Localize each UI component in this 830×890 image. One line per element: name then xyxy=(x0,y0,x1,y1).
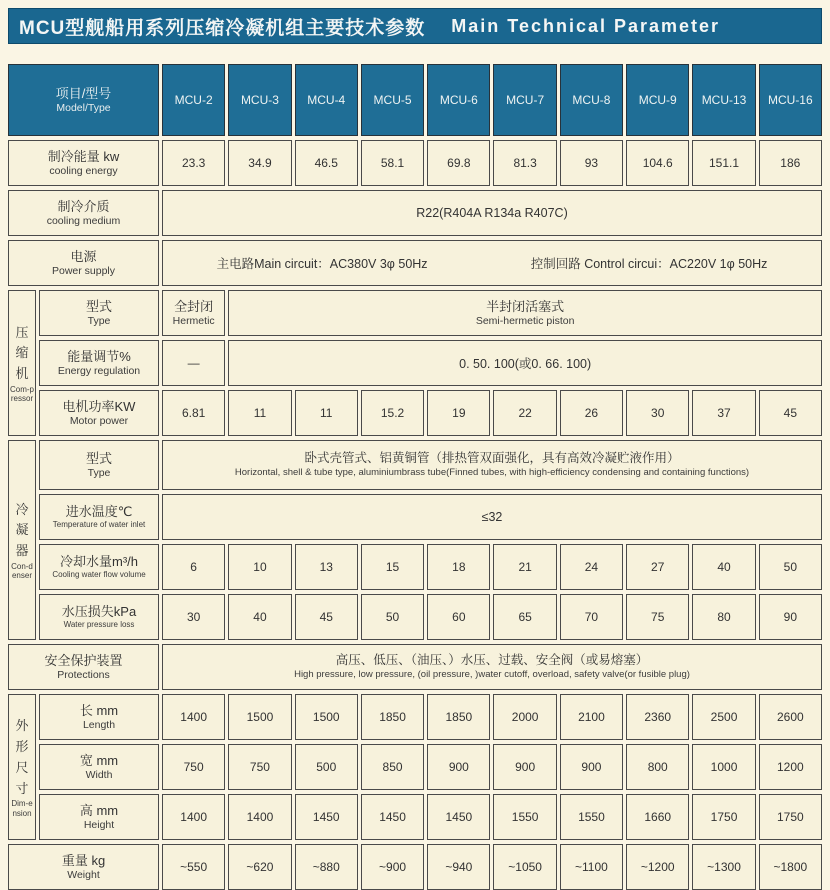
condenser-section-zh: 冷凝器 xyxy=(15,501,29,559)
row-protections xyxy=(8,644,822,690)
weight-value: ~550 xyxy=(162,844,225,890)
hermetic-en: Hermetic xyxy=(172,314,215,327)
dimension-section-cell xyxy=(8,694,36,840)
width-label-en: Width xyxy=(85,768,113,781)
length-label xyxy=(39,694,159,740)
weight-value: ~1300 xyxy=(692,844,755,890)
cooling-medium-label xyxy=(8,190,159,236)
row-water-inlet-temp xyxy=(39,494,822,540)
row-power-supply xyxy=(8,240,822,286)
motor-power-value: 6.81 xyxy=(162,390,225,436)
section-compressor xyxy=(8,290,822,436)
row-cooling-energy xyxy=(8,140,822,186)
compressor-type-values xyxy=(162,290,822,336)
water-pressure-loss-value: 50 xyxy=(361,594,424,640)
cooling-energy-value: 69.8 xyxy=(427,140,490,186)
cooling-water-flow-value: 50 xyxy=(759,544,822,590)
compressor-section-en: Com-pressor xyxy=(10,385,35,404)
weight-values xyxy=(162,844,822,890)
height-value: 1750 xyxy=(692,794,755,840)
dimension-section-en: Dim-ension xyxy=(11,799,33,818)
height-label xyxy=(39,794,159,840)
cooling-energy-label-zh: 制冷能量 kw xyxy=(47,148,120,164)
compressor-type-label-zh: 型式 xyxy=(85,298,112,314)
compressor-section-cell xyxy=(8,290,36,436)
length-value: 2600 xyxy=(759,694,822,740)
condenser-type-zh: 卧式壳管式、铝黄铜管（排热管双面强化，具有高效冷凝贮液作用） xyxy=(304,451,680,466)
condenser-type-label-zh: 型式 xyxy=(85,450,112,466)
section-dimension xyxy=(8,694,822,840)
motor-power-value: 11 xyxy=(295,390,358,436)
model-header-cell: MCU-6 xyxy=(427,64,490,136)
energy-regulation-label-zh: 能量调节% xyxy=(67,348,131,364)
water-pressure-loss-value: 40 xyxy=(228,594,291,640)
table-header-row xyxy=(8,64,822,136)
protections-label-en: Protections xyxy=(57,668,110,681)
weight-value: ~1050 xyxy=(493,844,556,890)
condenser-section-cell xyxy=(8,440,36,640)
row-water-pressure-loss xyxy=(39,594,822,640)
length-value: 1850 xyxy=(427,694,490,740)
power-supply-label-zh: 电源 xyxy=(70,248,97,264)
cooling-water-flow-value: 6 xyxy=(162,544,225,590)
semi-hermetic-en: Semi-hermetic piston xyxy=(475,314,575,327)
width-value: 900 xyxy=(427,744,490,790)
page-title-en: Main Technical Parameter xyxy=(451,15,721,36)
model-header-cell: MCU-8 xyxy=(560,64,623,136)
header-label-en: Model/Type xyxy=(56,101,111,114)
length-value: 1500 xyxy=(228,694,291,740)
motor-power-value: 11 xyxy=(228,390,291,436)
height-value: 1550 xyxy=(493,794,556,840)
cooling-water-flow-values xyxy=(162,544,822,590)
cooling-water-flow-value: 40 xyxy=(692,544,755,590)
energy-regulation-label-en: Energy regulation xyxy=(57,364,141,377)
power-supply-value xyxy=(162,240,822,286)
width-value: 500 xyxy=(295,744,358,790)
width-value: 850 xyxy=(361,744,424,790)
condenser-type-values xyxy=(162,440,822,490)
dimension-section-zh: 外形尺寸 xyxy=(15,718,29,796)
cooling-energy-value: 46.5 xyxy=(295,140,358,186)
protections-en: High pressure, low pressure, (oil pressure, )water cutoff, overload, safety valve(or fusible plug) xyxy=(294,669,690,681)
cooling-energy-value: 93 xyxy=(560,140,623,186)
water-pressure-loss-value: 75 xyxy=(626,594,689,640)
weight-value: ~620 xyxy=(228,844,291,890)
condenser-section-en: Con-denser xyxy=(11,562,33,581)
dimension-rows xyxy=(39,694,822,840)
model-header-cell: MCU-3 xyxy=(228,64,291,136)
cooling-water-flow-value: 21 xyxy=(493,544,556,590)
row-weight xyxy=(8,844,822,890)
water-pressure-loss-value: 30 xyxy=(162,594,225,640)
length-value: 2100 xyxy=(560,694,623,740)
compressor-type-hermetic xyxy=(162,290,225,336)
compressor-type-label xyxy=(39,290,159,336)
protections-values xyxy=(162,644,822,690)
protections-value xyxy=(162,644,822,690)
water-pressure-loss-value: 60 xyxy=(427,594,490,640)
weight-value: ~1800 xyxy=(759,844,822,890)
motor-power-label-en: Motor power xyxy=(69,414,129,427)
weight-value: ~940 xyxy=(427,844,490,890)
cooling-water-flow-value: 13 xyxy=(295,544,358,590)
cooling-water-flow-value: 15 xyxy=(361,544,424,590)
width-values xyxy=(162,744,822,790)
cooling-water-flow-value: 27 xyxy=(626,544,689,590)
height-value: 1400 xyxy=(162,794,225,840)
row-length xyxy=(39,694,822,740)
height-value: 1450 xyxy=(427,794,490,840)
water-pressure-loss-values xyxy=(162,594,822,640)
cooling-water-flow-value: 24 xyxy=(560,544,623,590)
cooling-medium-value: R22(R404A R134a R407C) xyxy=(162,190,822,236)
power-supply-label xyxy=(8,240,159,286)
height-value: 1450 xyxy=(361,794,424,840)
length-label-zh: 长 mm xyxy=(79,702,119,718)
water-inlet-temp-values xyxy=(162,494,822,540)
row-height xyxy=(39,794,822,840)
width-value: 1000 xyxy=(692,744,755,790)
semi-hermetic-zh: 半封闭活塞式 xyxy=(486,298,565,314)
power-supply-label-en: Power supply xyxy=(51,264,116,277)
header-label-zh: 项目/型号 xyxy=(55,85,112,101)
water-pressure-loss-value: 45 xyxy=(295,594,358,640)
width-value: 750 xyxy=(228,744,291,790)
water-pressure-loss-label-en: Water pressure loss xyxy=(63,620,135,630)
weight-value: ~1200 xyxy=(626,844,689,890)
cooling-energy-value: 186 xyxy=(759,140,822,186)
row-motor-power xyxy=(39,390,822,436)
row-condenser-type xyxy=(39,440,822,490)
length-label-en: Length xyxy=(82,718,116,731)
height-value: 1660 xyxy=(626,794,689,840)
motor-power-label xyxy=(39,390,159,436)
height-label-zh: 高 mm xyxy=(79,802,119,818)
width-value: 800 xyxy=(626,744,689,790)
model-header-cell: MCU-7 xyxy=(493,64,556,136)
condenser-type-en: Horizontal, shell & tube type, aluminiumbrass tube(Finned tubes, with high-efficiency condensing and containing functions) xyxy=(234,467,750,479)
energy-regulation-steps: 0. 50. 100(或0. 66. 100) xyxy=(228,340,822,386)
main-circuit-spec: 主电路Main circuit：AC380V 3φ 50Hz xyxy=(216,257,428,271)
weight-label xyxy=(8,844,159,890)
width-value: 1200 xyxy=(759,744,822,790)
cooling-energy-value: 104.6 xyxy=(626,140,689,186)
cooling-energy-value: 58.1 xyxy=(361,140,424,186)
length-value: 2500 xyxy=(692,694,755,740)
compressor-type-label-en: Type xyxy=(87,314,111,327)
model-header-cell: MCU-4 xyxy=(295,64,358,136)
condenser-type-label-en: Type xyxy=(87,466,111,479)
water-pressure-loss-value: 70 xyxy=(560,594,623,640)
motor-power-value: 15.2 xyxy=(361,390,424,436)
length-value: 2000 xyxy=(493,694,556,740)
energy-regulation-values xyxy=(162,340,822,386)
cooling-energy-value: 23.3 xyxy=(162,140,225,186)
cooling-water-flow-label-zh: 冷却水量m³/h xyxy=(59,554,138,570)
page-title-zh: MCU型舰船用系列压缩冷凝机组主要技术参数 xyxy=(19,17,426,39)
cooling-water-flow-value: 10 xyxy=(228,544,291,590)
weight-value: ~880 xyxy=(295,844,358,890)
cooling-water-flow-label-en: Cooling water flow volume xyxy=(52,570,146,580)
control-circuit-spec: 控制回路 Control circui：AC220V 1φ 50Hz xyxy=(530,257,768,271)
weight-label-zh: 重量 kg xyxy=(61,852,106,868)
compressor-type-semi-hermetic xyxy=(228,290,822,336)
page-title-bar xyxy=(8,8,822,44)
cooling-medium-label-zh: 制冷介质 xyxy=(57,198,110,214)
width-value: 750 xyxy=(162,744,225,790)
cooling-medium-values xyxy=(162,190,822,236)
length-value: 2360 xyxy=(626,694,689,740)
width-label-zh: 宽 mm xyxy=(79,752,119,768)
spec-table xyxy=(8,64,822,890)
energy-regulation-label xyxy=(39,340,159,386)
energy-regulation-none: — xyxy=(162,340,225,386)
width-label xyxy=(39,744,159,790)
header-model-type-cell xyxy=(8,64,159,136)
row-width xyxy=(39,744,822,790)
water-pressure-loss-value: 65 xyxy=(493,594,556,640)
width-value: 900 xyxy=(493,744,556,790)
length-value: 1500 xyxy=(295,694,358,740)
weight-value: ~1100 xyxy=(560,844,623,890)
cooling-energy-label-en: cooling energy xyxy=(49,164,118,177)
height-value: 1450 xyxy=(295,794,358,840)
protections-zh: 高压、低压、（油压、）水压、过载、安全阀（或易熔塞） xyxy=(335,653,649,668)
cooling-medium-label-en: cooling medium xyxy=(46,214,121,227)
motor-power-value: 30 xyxy=(626,390,689,436)
model-header-cell: MCU-13 xyxy=(692,64,755,136)
width-value: 900 xyxy=(560,744,623,790)
cooling-energy-value: 151.1 xyxy=(692,140,755,186)
water-pressure-loss-label-zh: 水压损失kPa xyxy=(61,604,137,620)
height-values xyxy=(162,794,822,840)
water-inlet-temp-label xyxy=(39,494,159,540)
height-value: 1400 xyxy=(228,794,291,840)
protections-label xyxy=(8,644,159,690)
section-condenser xyxy=(8,440,822,640)
motor-power-value: 19 xyxy=(427,390,490,436)
model-header-cell: MCU-9 xyxy=(626,64,689,136)
compressor-section-zh: 压缩机 xyxy=(15,324,29,382)
motor-power-value: 22 xyxy=(493,390,556,436)
motor-power-values xyxy=(162,390,822,436)
motor-power-value: 26 xyxy=(560,390,623,436)
condenser-type-value xyxy=(162,440,822,490)
row-cooling-medium xyxy=(8,190,822,236)
length-value: 1400 xyxy=(162,694,225,740)
water-pressure-loss-value: 80 xyxy=(692,594,755,640)
cooling-water-flow-label xyxy=(39,544,159,590)
weight-label-en: Weight xyxy=(67,868,100,881)
power-supply-values xyxy=(162,240,822,286)
model-header-cell: MCU-5 xyxy=(361,64,424,136)
cooling-energy-label xyxy=(8,140,159,186)
row-compressor-type xyxy=(39,290,822,336)
header-models xyxy=(162,64,822,136)
condenser-type-label xyxy=(39,440,159,490)
height-value: 1750 xyxy=(759,794,822,840)
cooling-energy-value: 34.9 xyxy=(228,140,291,186)
water-inlet-temp-value: ≤32 xyxy=(162,494,822,540)
motor-power-label-zh: 电机功率KW xyxy=(62,398,136,414)
protections-label-zh: 安全保护装置 xyxy=(44,652,123,668)
water-inlet-temp-label-zh: 进水温度℃ xyxy=(65,504,133,520)
compressor-rows xyxy=(39,290,822,436)
weight-value: ~900 xyxy=(361,844,424,890)
model-header-cell: MCU-16 xyxy=(759,64,822,136)
model-header-cell: MCU-2 xyxy=(162,64,225,136)
cooling-water-flow-value: 18 xyxy=(427,544,490,590)
motor-power-value: 37 xyxy=(692,390,755,436)
length-values xyxy=(162,694,822,740)
condenser-rows xyxy=(39,440,822,640)
water-pressure-loss-label xyxy=(39,594,159,640)
height-label-en: Height xyxy=(83,818,115,831)
cooling-energy-values xyxy=(162,140,822,186)
motor-power-value: 45 xyxy=(759,390,822,436)
length-value: 1850 xyxy=(361,694,424,740)
water-pressure-loss-value: 90 xyxy=(759,594,822,640)
water-inlet-temp-label-en: Temperature of water inlet xyxy=(52,520,146,530)
row-cooling-water-flow xyxy=(39,544,822,590)
row-energy-regulation xyxy=(39,340,822,386)
height-value: 1550 xyxy=(560,794,623,840)
hermetic-zh: 全封闭 xyxy=(174,298,214,314)
cooling-energy-value: 81.3 xyxy=(493,140,556,186)
